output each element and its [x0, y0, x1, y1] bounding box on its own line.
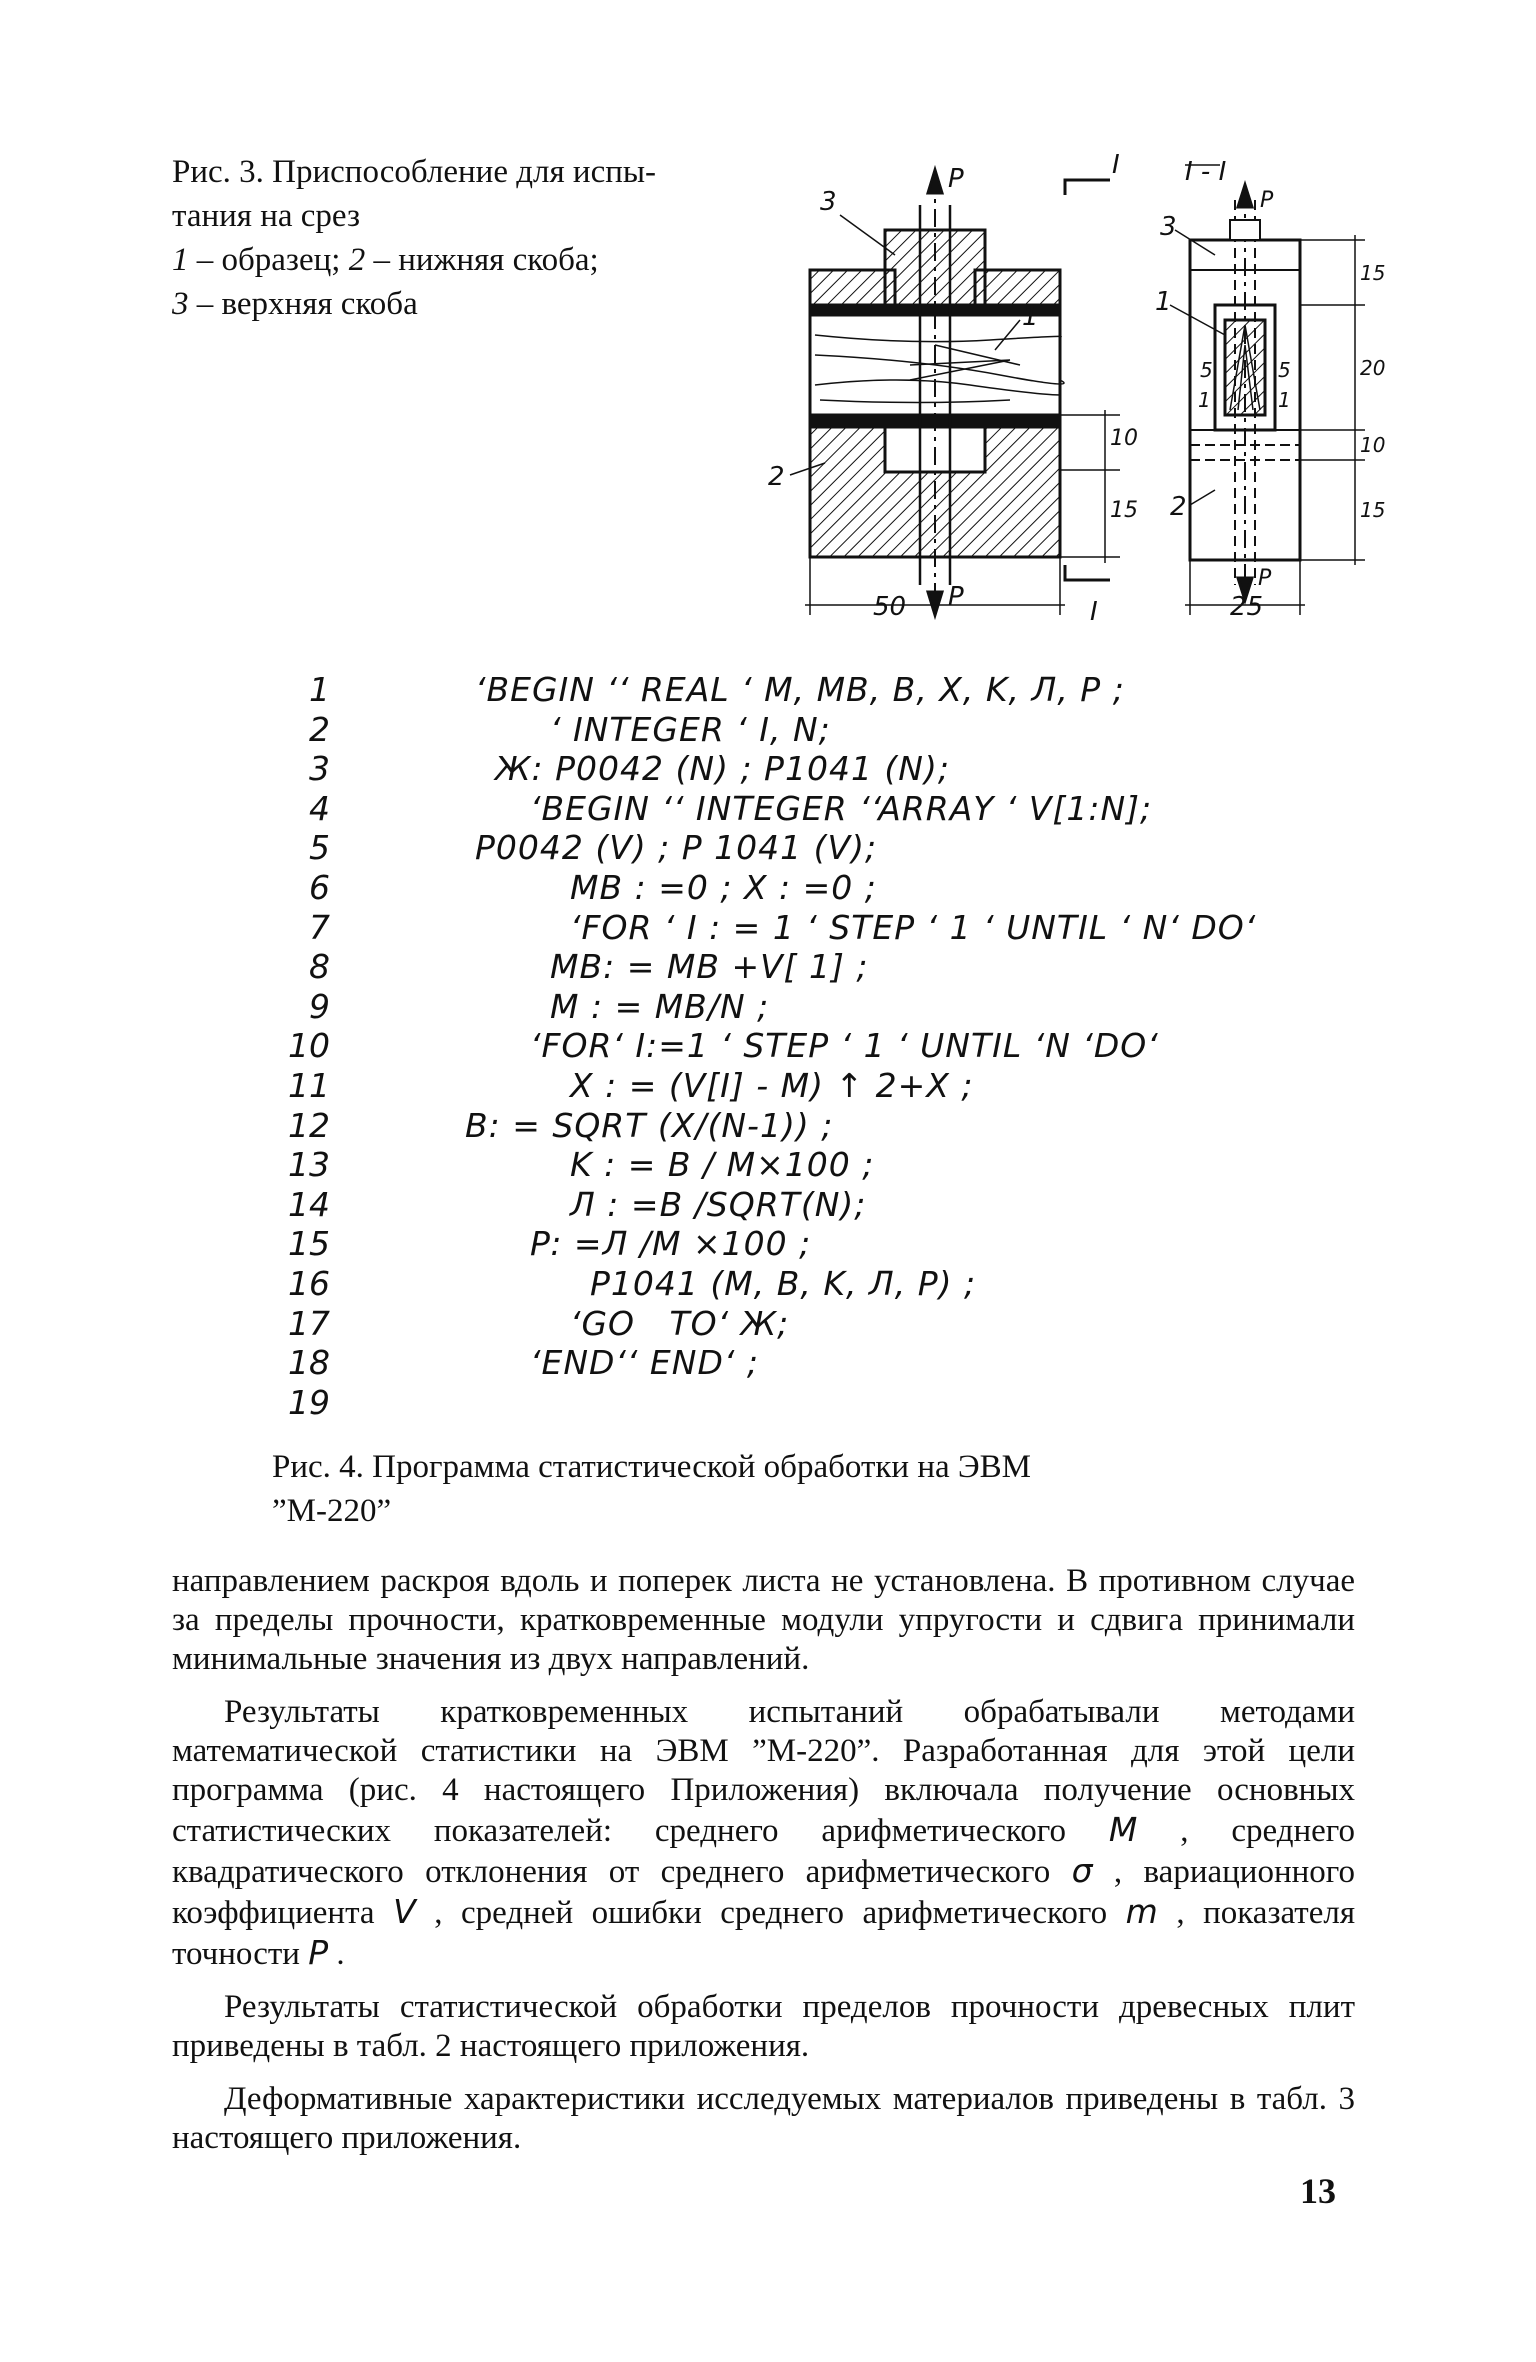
- code-line-number: 17: [288, 1303, 330, 1343]
- label-item-2-right: 2: [1170, 492, 1187, 522]
- code-line-number: 7: [309, 907, 330, 947]
- code-line-text: M : = MB/N ;: [550, 986, 770, 1026]
- figure3-legend-1: [172, 238, 742, 282]
- label-dim-right-10: 10: [1360, 433, 1386, 457]
- symbol-precision: P: [308, 1933, 329, 1972]
- code-line-number: 2: [309, 709, 330, 749]
- code-line: [270, 1343, 1320, 1383]
- figure3-caption-line1: Рис. 3. Приспособление для испы-: [172, 154, 657, 190]
- code-line-text: Ж: P0042 (N) ; P1041 (N);: [495, 749, 950, 789]
- code-line-text: ‘FOR‘ I:=1 ‘ STEP ‘ 1 ‘ UNTIL ‘N ‘DO‘: [530, 1026, 1159, 1066]
- label-section-mark-bottom: I: [1090, 597, 1098, 627]
- label-dim-right-15a: 15: [1360, 261, 1386, 285]
- code-line-number: 10: [288, 1026, 330, 1066]
- label-p-top: P: [948, 164, 964, 194]
- label-section-title: I - I: [1185, 157, 1227, 187]
- paragraph-3: Результаты статистической обработки пределов прочности древесных плит приведены в табл. 2 настоящего приложения.: [172, 1989, 1355, 2064]
- figure4-caption-line1: Рис. 4. Программа статистической обработки на ЭВМ: [272, 1449, 1032, 1485]
- code-line: [270, 1185, 1320, 1225]
- label-item-5b: 5: [1278, 358, 1291, 382]
- code-line-number: 6: [309, 868, 330, 907]
- paragraph-2-part-f: .: [328, 1936, 345, 1972]
- label-item-5a: 5: [1200, 358, 1213, 382]
- code-line-text: P1041 (M, B, K, Л, P) ;: [590, 1264, 977, 1303]
- label-dim-10: 10: [1110, 426, 1138, 451]
- code-line: [270, 1264, 1320, 1304]
- label-p-right-top: P: [1260, 188, 1274, 213]
- code-line-text: MB: = MB +V[ 1] ;: [550, 947, 869, 987]
- label-item-1b: 1: [1278, 388, 1291, 412]
- code-line-number: 19: [288, 1382, 330, 1422]
- code-line-text: ‘END‘‘ END‘ ;: [530, 1343, 759, 1383]
- code-line-number: 13: [288, 1145, 330, 1185]
- legend-num: 2: [348, 242, 366, 278]
- label-item-3: 3: [820, 187, 837, 217]
- legend-text: – образец;: [188, 242, 349, 278]
- legend-text: – верхняя скоба: [188, 286, 418, 322]
- label-item-2: 2: [768, 462, 785, 492]
- symbol-sigma: σ: [1071, 1851, 1093, 1890]
- paragraph-2-part-b: , среднего квадратического отклонения от среднего арифметического: [172, 1813, 1356, 1890]
- figure4-caption: [272, 1445, 1232, 1533]
- paragraph-2-part-e: , показателя точности: [172, 1895, 1355, 1972]
- code-line: [270, 1026, 1320, 1066]
- code-line-text: P: =Л /M ×100 ;: [530, 1224, 812, 1264]
- label-item-1a: 1: [1198, 388, 1211, 412]
- code-line: [270, 947, 1320, 987]
- code-line-text: K : = B / M×100 ;: [570, 1145, 875, 1185]
- code-line-text: MB : =0 ; X : =0 ;: [570, 868, 877, 907]
- figure4-caption-line2: ”М-220”: [272, 1493, 392, 1529]
- label-dim-50: 50: [873, 592, 907, 622]
- code-line-text: ‘FOR ‘ I : = 1 ‘ STEP ‘ 1 ‘ UNTIL ‘ N‘ DO‘: [570, 907, 1257, 947]
- label-dim-right-15b: 15: [1360, 498, 1386, 522]
- code-line: [270, 1145, 1320, 1185]
- code-line: [270, 749, 1320, 789]
- upper-clamp-right: [975, 270, 1060, 305]
- code-line-number: 18: [288, 1343, 330, 1383]
- code-line-text: ‘GO TO‘ Ж;: [570, 1303, 790, 1343]
- code-line-number: 12: [288, 1105, 330, 1145]
- paragraph-2: [172, 1693, 1355, 1974]
- code-line-text: X : = (V[I] - M) ↑ 2+X ;: [570, 1066, 974, 1105]
- code-line: [270, 710, 1320, 750]
- code-line-number: 1: [309, 670, 330, 709]
- upper-clamp-left: [810, 270, 895, 305]
- code-line-text: P0042 (V) ; P 1041 (V);: [475, 828, 878, 868]
- body-text: [172, 1562, 1355, 2172]
- page-number: 13: [1300, 2171, 1336, 2211]
- code-line-text: ‘BEGIN ‘‘ INTEGER ‘‘ARRAY ‘ V[1:N];: [530, 788, 1153, 828]
- code-line: [270, 908, 1320, 948]
- label-section-mark-top: I: [1112, 150, 1120, 180]
- paragraph-1: направлением раскроя вдоль и поперек листа не установлена. В противном случае за пределы прочности, кратковременные модули упругости и сдвига принимали минимальные значения из двух направлений.: [172, 1563, 1355, 1677]
- legend-num: 3: [172, 286, 189, 322]
- code-line-number: 14: [288, 1184, 330, 1224]
- paragraph-4: Деформативные характеристики исследуемых материалов приведены в табл. 3 настоящего приложения.: [172, 2081, 1355, 2156]
- code-line: [270, 789, 1320, 829]
- code-line: [270, 868, 1320, 908]
- symbol-mean-error: m: [1125, 1892, 1158, 1931]
- paragraph-2-part-c: , вариационного коэффициента: [172, 1854, 1355, 1931]
- code-line-number: 16: [288, 1264, 330, 1303]
- paragraph-2-part-d: , средней ошибки среднего арифметического: [415, 1895, 1126, 1931]
- label-dim-right-20: 20: [1360, 356, 1386, 380]
- paragraph-2-part-a: Результаты кратковременных испытаний обрабатывали методами математической статистики на ЭВМ ”М-220”. Разработанная для этой цели программа (рис. 4 настоящего Приложения) включала получение основных статистических показателей: среднего арифметического: [172, 1694, 1355, 1849]
- symbol-mean: M: [1108, 1810, 1138, 1849]
- code-line: [270, 1106, 1320, 1146]
- code-line-text: B: = SQRT (X/(N-1)) ;: [465, 1105, 834, 1145]
- label-p-right-bottom: P: [1258, 566, 1272, 591]
- code-line-number: 4: [309, 788, 330, 828]
- legend-num: 1: [172, 242, 189, 278]
- code-line-text: ‘ INTEGER ‘ I, N;: [550, 709, 831, 749]
- label-dim-15: 15: [1110, 498, 1138, 523]
- code-line: [270, 1304, 1320, 1344]
- code-line-number: 11: [288, 1066, 330, 1105]
- code-line-number: 15: [288, 1224, 330, 1264]
- label-p-bottom: P: [948, 582, 964, 612]
- code-line: [270, 1066, 1320, 1106]
- code-line-number: 3: [309, 749, 330, 789]
- code-line-text: Л : =B /SQRT(N);: [570, 1184, 867, 1224]
- figure3-caption: [172, 150, 742, 326]
- code-line: [270, 1383, 1320, 1423]
- shear-test-fixture-drawing: [760, 145, 1386, 645]
- code-line-number: 5: [309, 828, 330, 868]
- code-line-number: 9: [309, 986, 330, 1026]
- code-line: [270, 1224, 1320, 1264]
- code-line-number: 8: [309, 947, 330, 987]
- figure3-caption-line2: тания на срез: [172, 198, 361, 234]
- legend-text: – нижняя скоба;: [365, 242, 599, 278]
- label-item-3-right: 3: [1160, 212, 1177, 242]
- label-item-1: 1: [1022, 302, 1039, 332]
- code-line: [270, 987, 1320, 1027]
- code-line-text: ‘BEGIN ‘‘ REAL ‘ M, MB, B, X, K, Л, P ;: [475, 670, 1125, 709]
- code-line: [270, 828, 1320, 868]
- symbol-variation: V: [393, 1892, 416, 1931]
- code-line: [270, 670, 1320, 710]
- figure3-legend-3: [172, 282, 742, 326]
- label-item-1-right: 1: [1155, 287, 1172, 317]
- label-dim-25: 25: [1230, 592, 1264, 622]
